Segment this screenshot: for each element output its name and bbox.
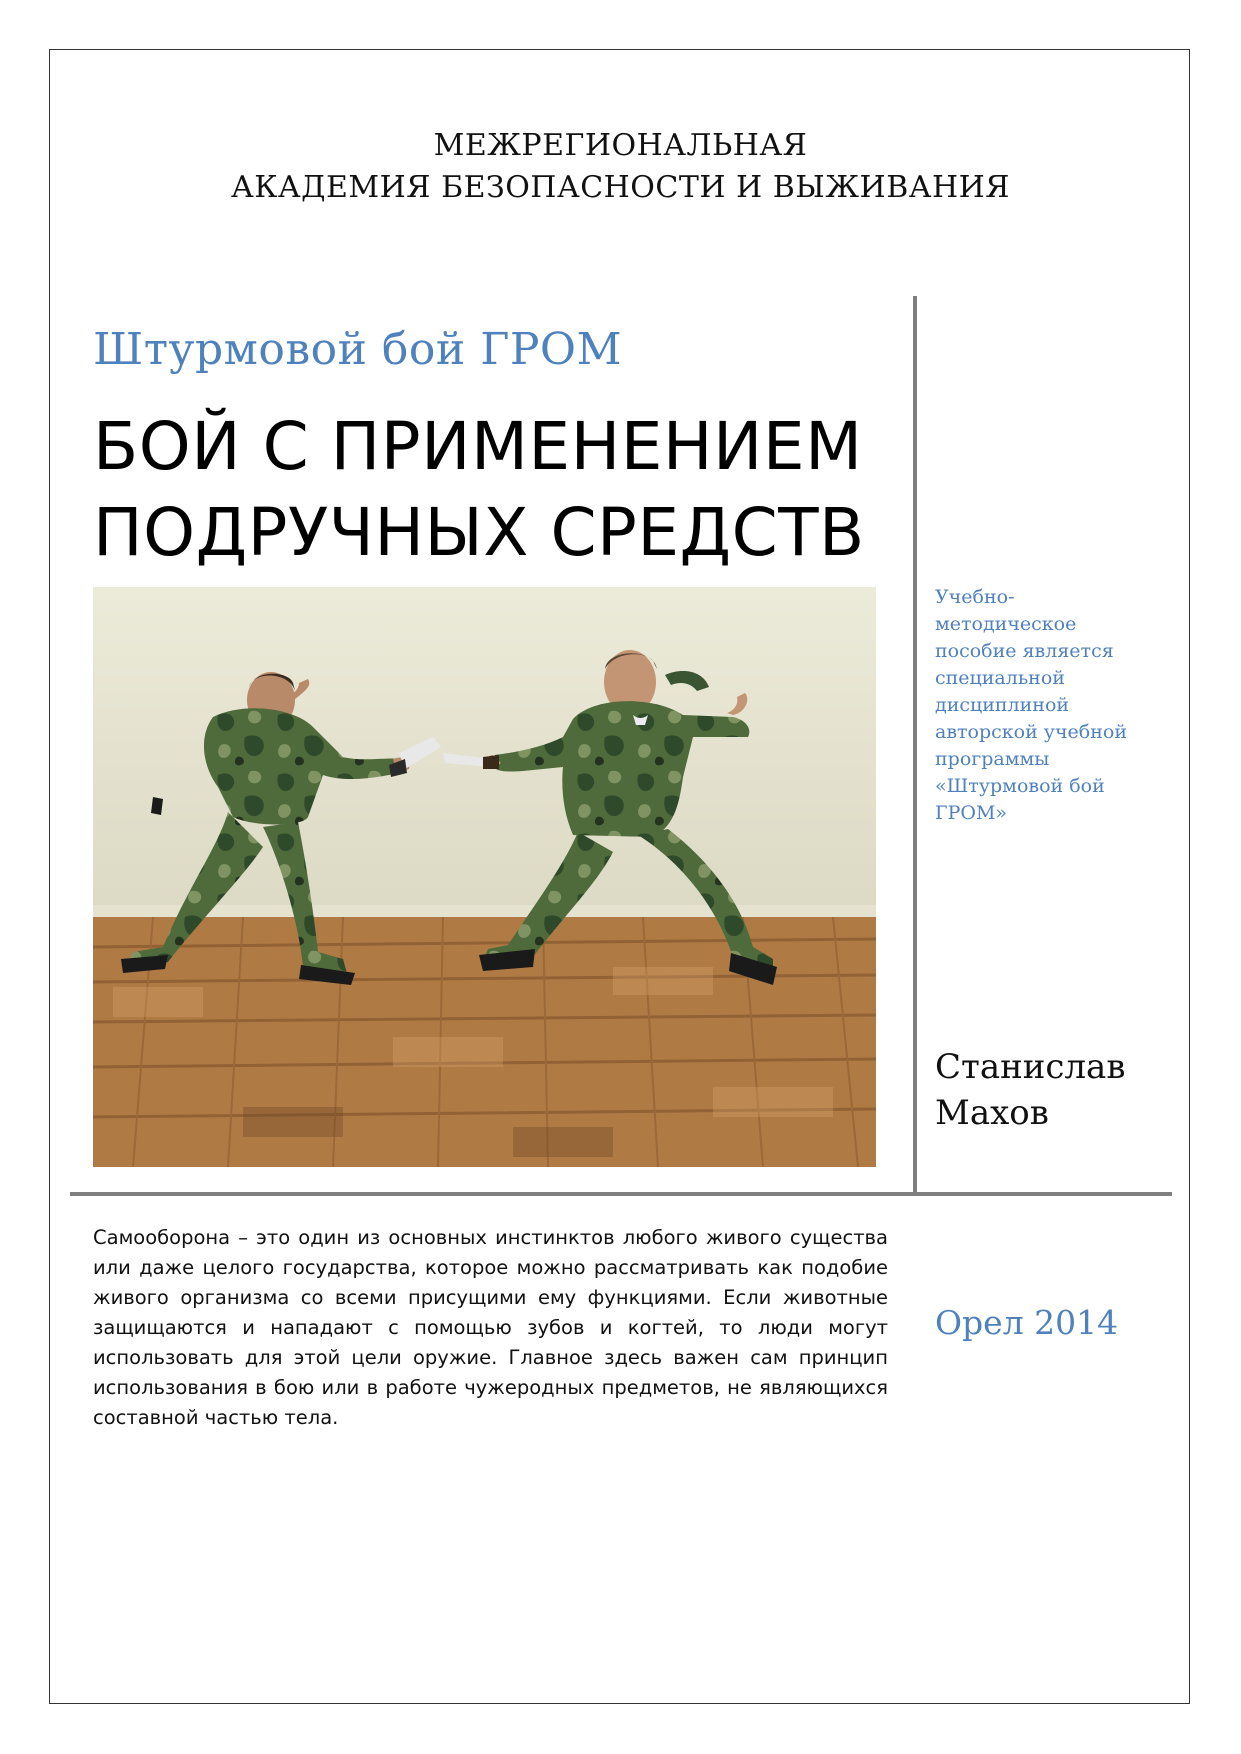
vertical-divider <box>913 296 917 1194</box>
author-name <box>935 1044 1125 1136</box>
fighters-illustration <box>93 587 876 1167</box>
abstract-text: Самооборона – это один из основных инстинктов любого живого существа или даже целого государства, которое можно рассматривать как подобие живого организма со всеми присущими ему функциями. Если животные защищаются и нападают с помощью зубов и когтей, то люди могут использовать для этой цели оружие. Главное здесь важен сам принцип использования в бою или в работе чужеродных предметов, не являющихся составной частью тела. <box>93 1226 888 1429</box>
cover-photo <box>93 587 876 1167</box>
author-first-name: Станислав <box>935 1047 1126 1087</box>
author-last-name: Махов <box>935 1093 1049 1133</box>
sidebar-description: Учебно-методическое пособие является специальной дисциплиной авторской учебной программы «Штурмовой бой ГРОМ» <box>935 586 1127 824</box>
book-title-line2: ПОДРУЧНЫХ СРЕДСТВ <box>93 494 865 571</box>
city-year: Орел 2014 <box>935 1303 1119 1342</box>
horizontal-divider <box>70 1192 1172 1196</box>
organization-name-line1: МЕЖРЕГИОНАЛЬНАЯ <box>433 128 808 163</box>
book-title-line1: БОЙ С ПРИМЕНЕНИЕМ <box>93 408 863 485</box>
organization-name-line2: АКАДЕМИЯ БЕЗОПАСНОСТИ И ВЫЖИВАНИЯ <box>230 170 1011 205</box>
series-title: Штурмовой бой ГРОМ <box>93 324 623 375</box>
